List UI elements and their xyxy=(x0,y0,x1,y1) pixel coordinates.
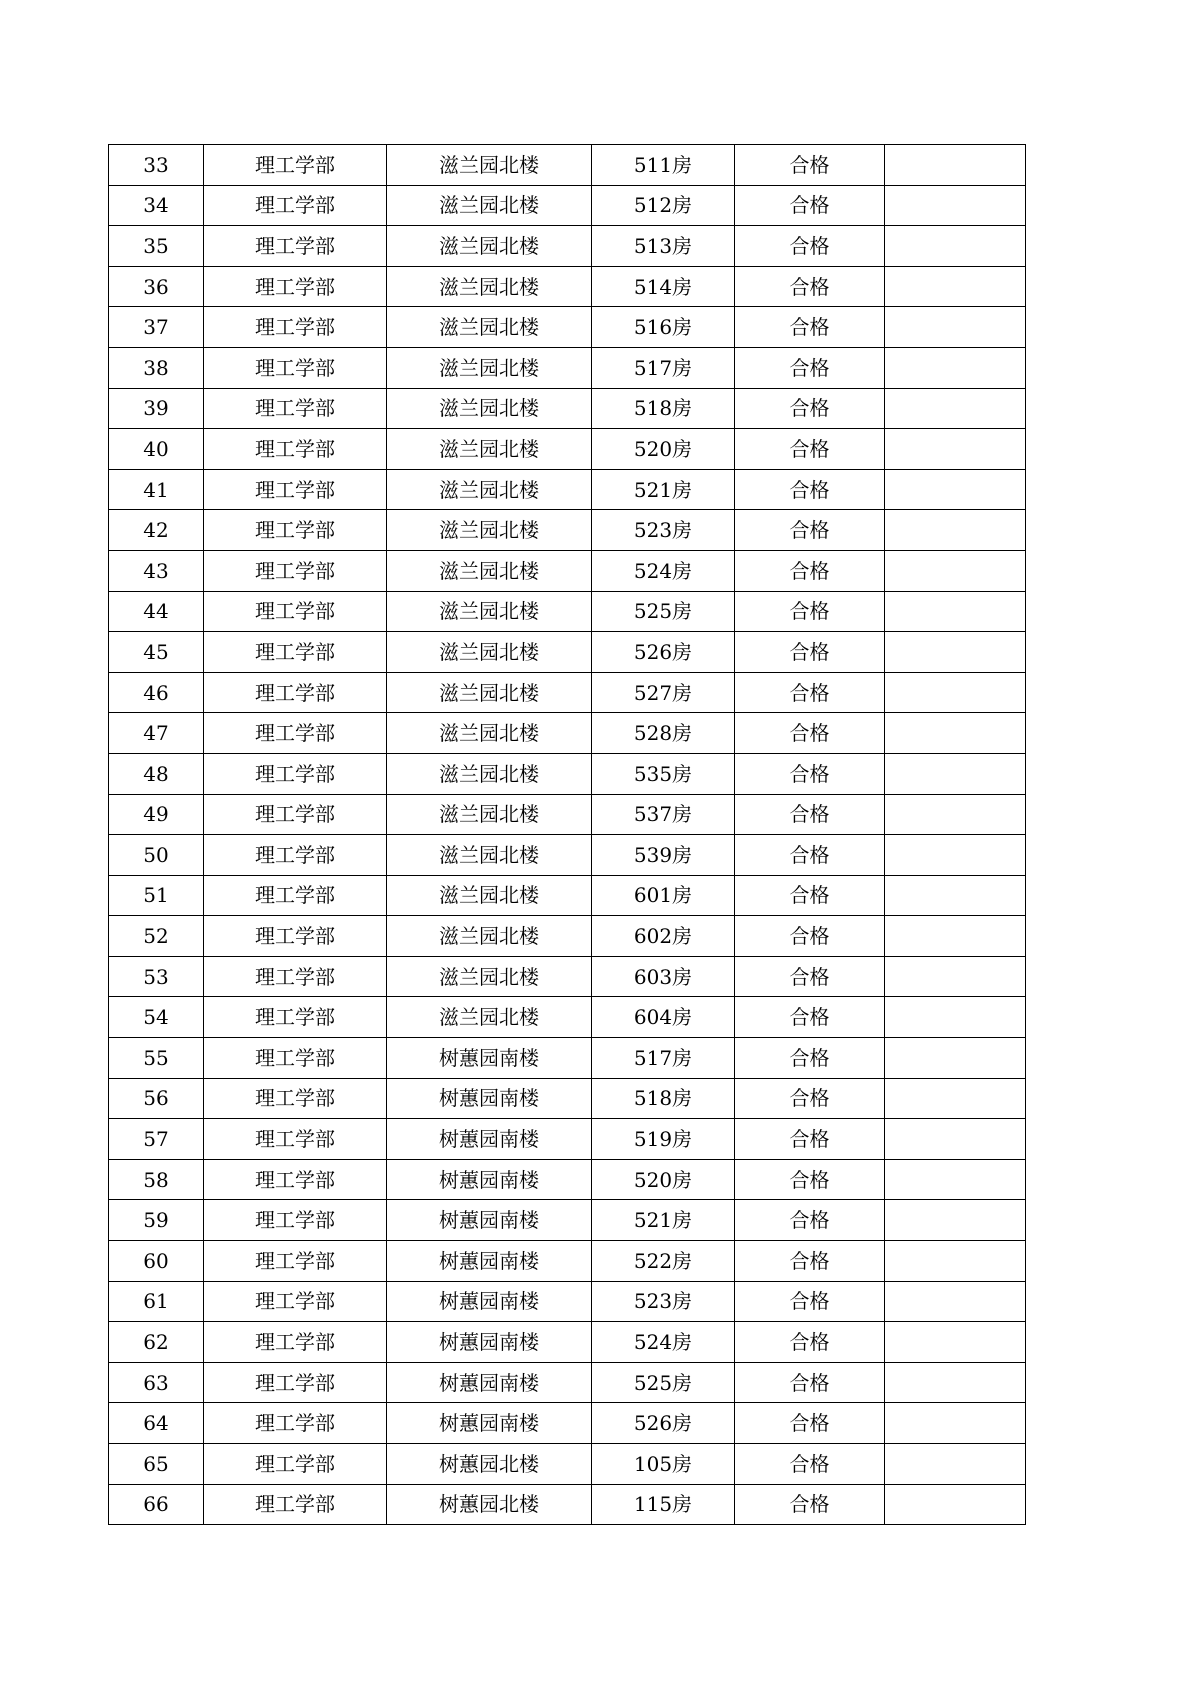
table-row xyxy=(109,550,1026,591)
table-row xyxy=(109,916,1026,957)
cell-building: 滋兰园北楼 xyxy=(387,429,592,470)
cell-note xyxy=(885,550,1026,591)
cell-number: 35 xyxy=(109,226,204,267)
cell-building: 滋兰园北楼 xyxy=(387,672,592,713)
cell-room: 539房 xyxy=(592,835,735,876)
cell-building: 滋兰园北楼 xyxy=(387,956,592,997)
cell-room: 512房 xyxy=(592,185,735,226)
cell-room: 521房 xyxy=(592,1200,735,1241)
cell-note xyxy=(885,713,1026,754)
table-row xyxy=(109,469,1026,510)
cell-building: 滋兰园北楼 xyxy=(387,469,592,510)
cell-note xyxy=(885,956,1026,997)
cell-number: 63 xyxy=(109,1362,204,1403)
cell-note xyxy=(885,145,1026,186)
cell-result: 合格 xyxy=(735,185,885,226)
cell-note xyxy=(885,753,1026,794)
cell-number: 46 xyxy=(109,672,204,713)
cell-room: 526房 xyxy=(592,632,735,673)
cell-room: 601房 xyxy=(592,875,735,916)
cell-number: 50 xyxy=(109,835,204,876)
cell-department: 理工学部 xyxy=(204,1200,387,1241)
table-row xyxy=(109,1362,1026,1403)
cell-number: 49 xyxy=(109,794,204,835)
cell-room: 518房 xyxy=(592,388,735,429)
cell-room: 517房 xyxy=(592,1038,735,1079)
cell-note xyxy=(885,226,1026,267)
table-row xyxy=(109,1038,1026,1079)
cell-department: 理工学部 xyxy=(204,1241,387,1282)
cell-room: 521房 xyxy=(592,469,735,510)
cell-room: 517房 xyxy=(592,347,735,388)
cell-department: 理工学部 xyxy=(204,916,387,957)
cell-department: 理工学部 xyxy=(204,1484,387,1525)
cell-department: 理工学部 xyxy=(204,1362,387,1403)
cell-result: 合格 xyxy=(735,1484,885,1525)
table-row xyxy=(109,1241,1026,1282)
cell-department: 理工学部 xyxy=(204,226,387,267)
table-row xyxy=(109,1159,1026,1200)
cell-result: 合格 xyxy=(735,266,885,307)
cell-number: 62 xyxy=(109,1322,204,1363)
cell-building: 树蕙园北楼 xyxy=(387,1484,592,1525)
cell-department: 理工学部 xyxy=(204,1403,387,1444)
cell-number: 64 xyxy=(109,1403,204,1444)
cell-result: 合格 xyxy=(735,1119,885,1160)
cell-department: 理工学部 xyxy=(204,1322,387,1363)
cell-department: 理工学部 xyxy=(204,794,387,835)
cell-building: 滋兰园北楼 xyxy=(387,916,592,957)
table-row xyxy=(109,1444,1026,1485)
cell-number: 61 xyxy=(109,1281,204,1322)
cell-room: 513房 xyxy=(592,226,735,267)
cell-room: 520房 xyxy=(592,429,735,470)
table-row xyxy=(109,145,1026,186)
cell-building: 树蕙园南楼 xyxy=(387,1403,592,1444)
cell-number: 57 xyxy=(109,1119,204,1160)
cell-department: 理工学部 xyxy=(204,956,387,997)
cell-number: 48 xyxy=(109,753,204,794)
cell-number: 47 xyxy=(109,713,204,754)
cell-room: 524房 xyxy=(592,550,735,591)
table-row xyxy=(109,388,1026,429)
cell-number: 53 xyxy=(109,956,204,997)
cell-result: 合格 xyxy=(735,591,885,632)
table-row xyxy=(109,510,1026,551)
cell-number: 37 xyxy=(109,307,204,348)
cell-room: 518房 xyxy=(592,1078,735,1119)
cell-building: 滋兰园北楼 xyxy=(387,185,592,226)
table-row xyxy=(109,429,1026,470)
table-row xyxy=(109,835,1026,876)
cell-department: 理工学部 xyxy=(204,388,387,429)
cell-note xyxy=(885,1281,1026,1322)
cell-building: 树蕙园南楼 xyxy=(387,1241,592,1282)
cell-building: 滋兰园北楼 xyxy=(387,835,592,876)
cell-building: 滋兰园北楼 xyxy=(387,510,592,551)
cell-note xyxy=(885,1362,1026,1403)
cell-department: 理工学部 xyxy=(204,429,387,470)
cell-room: 525房 xyxy=(592,1362,735,1403)
cell-building: 滋兰园北楼 xyxy=(387,753,592,794)
cell-department: 理工学部 xyxy=(204,753,387,794)
cell-note xyxy=(885,1403,1026,1444)
cell-room: 537房 xyxy=(592,794,735,835)
cell-department: 理工学部 xyxy=(204,1444,387,1485)
cell-number: 42 xyxy=(109,510,204,551)
table-row xyxy=(109,875,1026,916)
cell-note xyxy=(885,388,1026,429)
cell-result: 合格 xyxy=(735,835,885,876)
table-row xyxy=(109,956,1026,997)
cell-room: 523房 xyxy=(592,510,735,551)
cell-result: 合格 xyxy=(735,145,885,186)
cell-note xyxy=(885,875,1026,916)
cell-building: 滋兰园北楼 xyxy=(387,266,592,307)
cell-note xyxy=(885,916,1026,957)
cell-building: 树蕙园北楼 xyxy=(387,1444,592,1485)
cell-room: 524房 xyxy=(592,1322,735,1363)
cell-result: 合格 xyxy=(735,1322,885,1363)
cell-department: 理工学部 xyxy=(204,713,387,754)
cell-result: 合格 xyxy=(735,550,885,591)
cell-department: 理工学部 xyxy=(204,550,387,591)
cell-result: 合格 xyxy=(735,1362,885,1403)
table-row xyxy=(109,185,1026,226)
cell-result: 合格 xyxy=(735,429,885,470)
cell-result: 合格 xyxy=(735,226,885,267)
cell-result: 合格 xyxy=(735,1078,885,1119)
cell-number: 44 xyxy=(109,591,204,632)
cell-note xyxy=(885,1444,1026,1485)
cell-number: 34 xyxy=(109,185,204,226)
cell-note xyxy=(885,469,1026,510)
table-row xyxy=(109,1322,1026,1363)
cell-note xyxy=(885,1241,1026,1282)
cell-note xyxy=(885,1159,1026,1200)
cell-note xyxy=(885,266,1026,307)
cell-room: 526房 xyxy=(592,1403,735,1444)
cell-number: 52 xyxy=(109,916,204,957)
cell-building: 树蕙园南楼 xyxy=(387,1281,592,1322)
cell-room: 523房 xyxy=(592,1281,735,1322)
cell-building: 滋兰园北楼 xyxy=(387,388,592,429)
cell-building: 树蕙园南楼 xyxy=(387,1038,592,1079)
cell-result: 合格 xyxy=(735,1038,885,1079)
cell-building: 树蕙园南楼 xyxy=(387,1362,592,1403)
table-row xyxy=(109,347,1026,388)
table-row xyxy=(109,591,1026,632)
table-row xyxy=(109,713,1026,754)
cell-number: 60 xyxy=(109,1241,204,1282)
cell-result: 合格 xyxy=(735,510,885,551)
table-row xyxy=(109,1119,1026,1160)
cell-department: 理工学部 xyxy=(204,1159,387,1200)
table-row xyxy=(109,1484,1026,1525)
cell-note xyxy=(885,510,1026,551)
cell-department: 理工学部 xyxy=(204,469,387,510)
cell-note xyxy=(885,185,1026,226)
cell-result: 合格 xyxy=(735,1403,885,1444)
cell-note xyxy=(885,632,1026,673)
cell-result: 合格 xyxy=(735,1159,885,1200)
cell-note xyxy=(885,429,1026,470)
cell-note xyxy=(885,997,1026,1038)
cell-number: 55 xyxy=(109,1038,204,1079)
cell-result: 合格 xyxy=(735,956,885,997)
cell-number: 41 xyxy=(109,469,204,510)
table-row xyxy=(109,307,1026,348)
cell-room: 603房 xyxy=(592,956,735,997)
table-row xyxy=(109,266,1026,307)
cell-building: 滋兰园北楼 xyxy=(387,347,592,388)
cell-building: 树蕙园南楼 xyxy=(387,1078,592,1119)
cell-building: 滋兰园北楼 xyxy=(387,875,592,916)
cell-note xyxy=(885,347,1026,388)
cell-department: 理工学部 xyxy=(204,347,387,388)
cell-result: 合格 xyxy=(735,794,885,835)
cell-number: 66 xyxy=(109,1484,204,1525)
cell-number: 40 xyxy=(109,429,204,470)
cell-department: 理工学部 xyxy=(204,266,387,307)
cell-room: 516房 xyxy=(592,307,735,348)
cell-result: 合格 xyxy=(735,307,885,348)
cell-result: 合格 xyxy=(735,347,885,388)
cell-department: 理工学部 xyxy=(204,835,387,876)
cell-department: 理工学部 xyxy=(204,510,387,551)
table-body xyxy=(109,145,1026,1525)
table-row xyxy=(109,997,1026,1038)
cell-result: 合格 xyxy=(735,1281,885,1322)
inspection-table xyxy=(108,144,1026,1525)
cell-note xyxy=(885,1038,1026,1079)
table-row xyxy=(109,1078,1026,1119)
cell-note xyxy=(885,1119,1026,1160)
cell-department: 理工学部 xyxy=(204,1119,387,1160)
cell-note xyxy=(885,307,1026,348)
cell-building: 树蕙园南楼 xyxy=(387,1119,592,1160)
cell-number: 33 xyxy=(109,145,204,186)
cell-department: 理工学部 xyxy=(204,145,387,186)
cell-building: 树蕙园南楼 xyxy=(387,1159,592,1200)
cell-number: 51 xyxy=(109,875,204,916)
cell-note xyxy=(885,1484,1026,1525)
table-row xyxy=(109,632,1026,673)
cell-room: 604房 xyxy=(592,997,735,1038)
cell-number: 45 xyxy=(109,632,204,673)
table-row xyxy=(109,672,1026,713)
cell-number: 43 xyxy=(109,550,204,591)
cell-result: 合格 xyxy=(735,753,885,794)
cell-result: 合格 xyxy=(735,1241,885,1282)
cell-room: 115房 xyxy=(592,1484,735,1525)
cell-note xyxy=(885,1322,1026,1363)
cell-note xyxy=(885,672,1026,713)
cell-department: 理工学部 xyxy=(204,1281,387,1322)
cell-room: 525房 xyxy=(592,591,735,632)
cell-result: 合格 xyxy=(735,916,885,957)
cell-building: 滋兰园北楼 xyxy=(387,145,592,186)
cell-result: 合格 xyxy=(735,469,885,510)
cell-department: 理工学部 xyxy=(204,1078,387,1119)
cell-room: 522房 xyxy=(592,1241,735,1282)
cell-room: 602房 xyxy=(592,916,735,957)
cell-room: 519房 xyxy=(592,1119,735,1160)
cell-building: 树蕙园南楼 xyxy=(387,1322,592,1363)
cell-note xyxy=(885,1200,1026,1241)
cell-department: 理工学部 xyxy=(204,997,387,1038)
cell-result: 合格 xyxy=(735,672,885,713)
cell-result: 合格 xyxy=(735,388,885,429)
cell-building: 滋兰园北楼 xyxy=(387,226,592,267)
cell-result: 合格 xyxy=(735,713,885,754)
table-row xyxy=(109,1281,1026,1322)
cell-building: 树蕙园南楼 xyxy=(387,1200,592,1241)
cell-building: 滋兰园北楼 xyxy=(387,713,592,754)
cell-note xyxy=(885,835,1026,876)
cell-room: 105房 xyxy=(592,1444,735,1485)
cell-note xyxy=(885,794,1026,835)
cell-department: 理工学部 xyxy=(204,185,387,226)
table-row xyxy=(109,226,1026,267)
table-row xyxy=(109,753,1026,794)
cell-note xyxy=(885,591,1026,632)
cell-building: 滋兰园北楼 xyxy=(387,794,592,835)
table-row xyxy=(109,1200,1026,1241)
cell-building: 滋兰园北楼 xyxy=(387,591,592,632)
cell-number: 58 xyxy=(109,1159,204,1200)
cell-number: 36 xyxy=(109,266,204,307)
cell-number: 54 xyxy=(109,997,204,1038)
cell-note xyxy=(885,1078,1026,1119)
cell-department: 理工学部 xyxy=(204,591,387,632)
table-row xyxy=(109,1403,1026,1444)
cell-room: 520房 xyxy=(592,1159,735,1200)
cell-department: 理工学部 xyxy=(204,307,387,348)
cell-result: 合格 xyxy=(735,875,885,916)
cell-department: 理工学部 xyxy=(204,1038,387,1079)
cell-result: 合格 xyxy=(735,997,885,1038)
cell-number: 38 xyxy=(109,347,204,388)
cell-building: 滋兰园北楼 xyxy=(387,632,592,673)
cell-room: 511房 xyxy=(592,145,735,186)
cell-room: 527房 xyxy=(592,672,735,713)
cell-department: 理工学部 xyxy=(204,875,387,916)
cell-number: 39 xyxy=(109,388,204,429)
cell-building: 滋兰园北楼 xyxy=(387,307,592,348)
cell-room: 535房 xyxy=(592,753,735,794)
cell-building: 滋兰园北楼 xyxy=(387,550,592,591)
cell-number: 56 xyxy=(109,1078,204,1119)
cell-department: 理工学部 xyxy=(204,632,387,673)
cell-department: 理工学部 xyxy=(204,672,387,713)
table-row xyxy=(109,794,1026,835)
cell-room: 528房 xyxy=(592,713,735,754)
cell-result: 合格 xyxy=(735,1200,885,1241)
cell-result: 合格 xyxy=(735,632,885,673)
cell-building: 滋兰园北楼 xyxy=(387,997,592,1038)
cell-number: 59 xyxy=(109,1200,204,1241)
cell-room: 514房 xyxy=(592,266,735,307)
cell-number: 65 xyxy=(109,1444,204,1485)
cell-result: 合格 xyxy=(735,1444,885,1485)
